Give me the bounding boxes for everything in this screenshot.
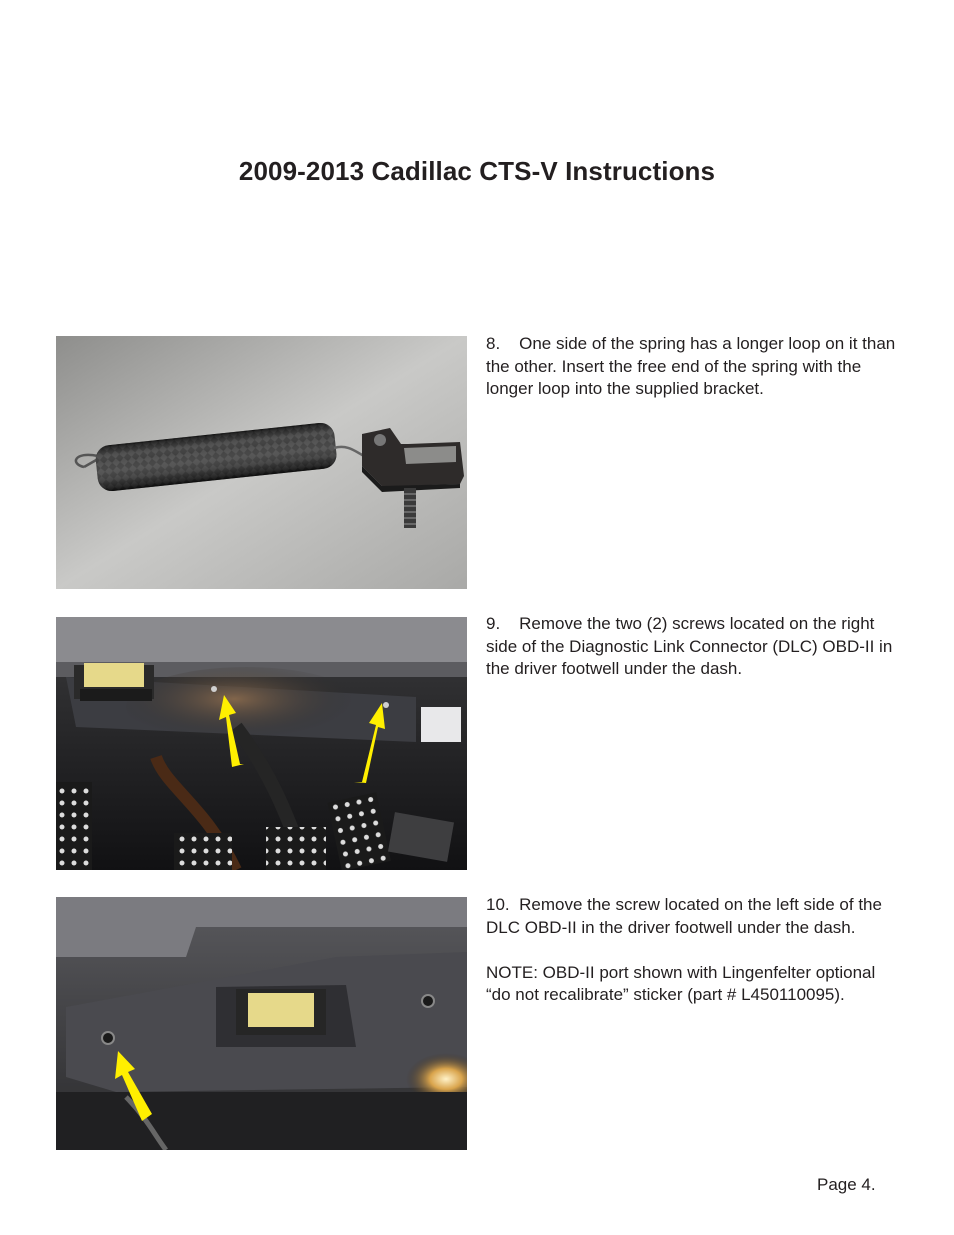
step-number: 10. xyxy=(486,895,510,914)
step-note: NOTE: OBD-II port shown with Lingenfelter optional “do not recalibrate” sticker (part # L450110095). xyxy=(486,962,876,1004)
page-title: 2009-2013 Cadillac CTS-V Instructions xyxy=(238,156,716,186)
dlc-right-screws-photo xyxy=(56,617,467,870)
dlc-left-screw-photo xyxy=(56,897,467,1150)
obd-port-icon xyxy=(236,989,326,1035)
step-8 xyxy=(486,333,901,401)
obd-port-icon xyxy=(74,663,154,701)
step-text: Remove the screw located on the left side of the DLC OBD-II in the driver footwell under the dash. xyxy=(486,895,882,937)
step-9 xyxy=(486,613,901,681)
step-text: One side of the spring has a longer loop on it than the other. Insert the free end of the spring with the longer loop into the supplied bracket. xyxy=(486,334,896,398)
step-text: Remove the two (2) screws located on the right side of the Diagnostic Link Connector (DLC) OBD-II in the driver footwell under the dash. xyxy=(486,614,893,678)
step-number: 8. xyxy=(486,334,501,353)
spring-bracket-photo xyxy=(56,336,467,589)
step-number: 9. xyxy=(486,614,501,633)
page-number: Page 4. xyxy=(817,1175,876,1194)
step-10 xyxy=(486,894,901,1007)
